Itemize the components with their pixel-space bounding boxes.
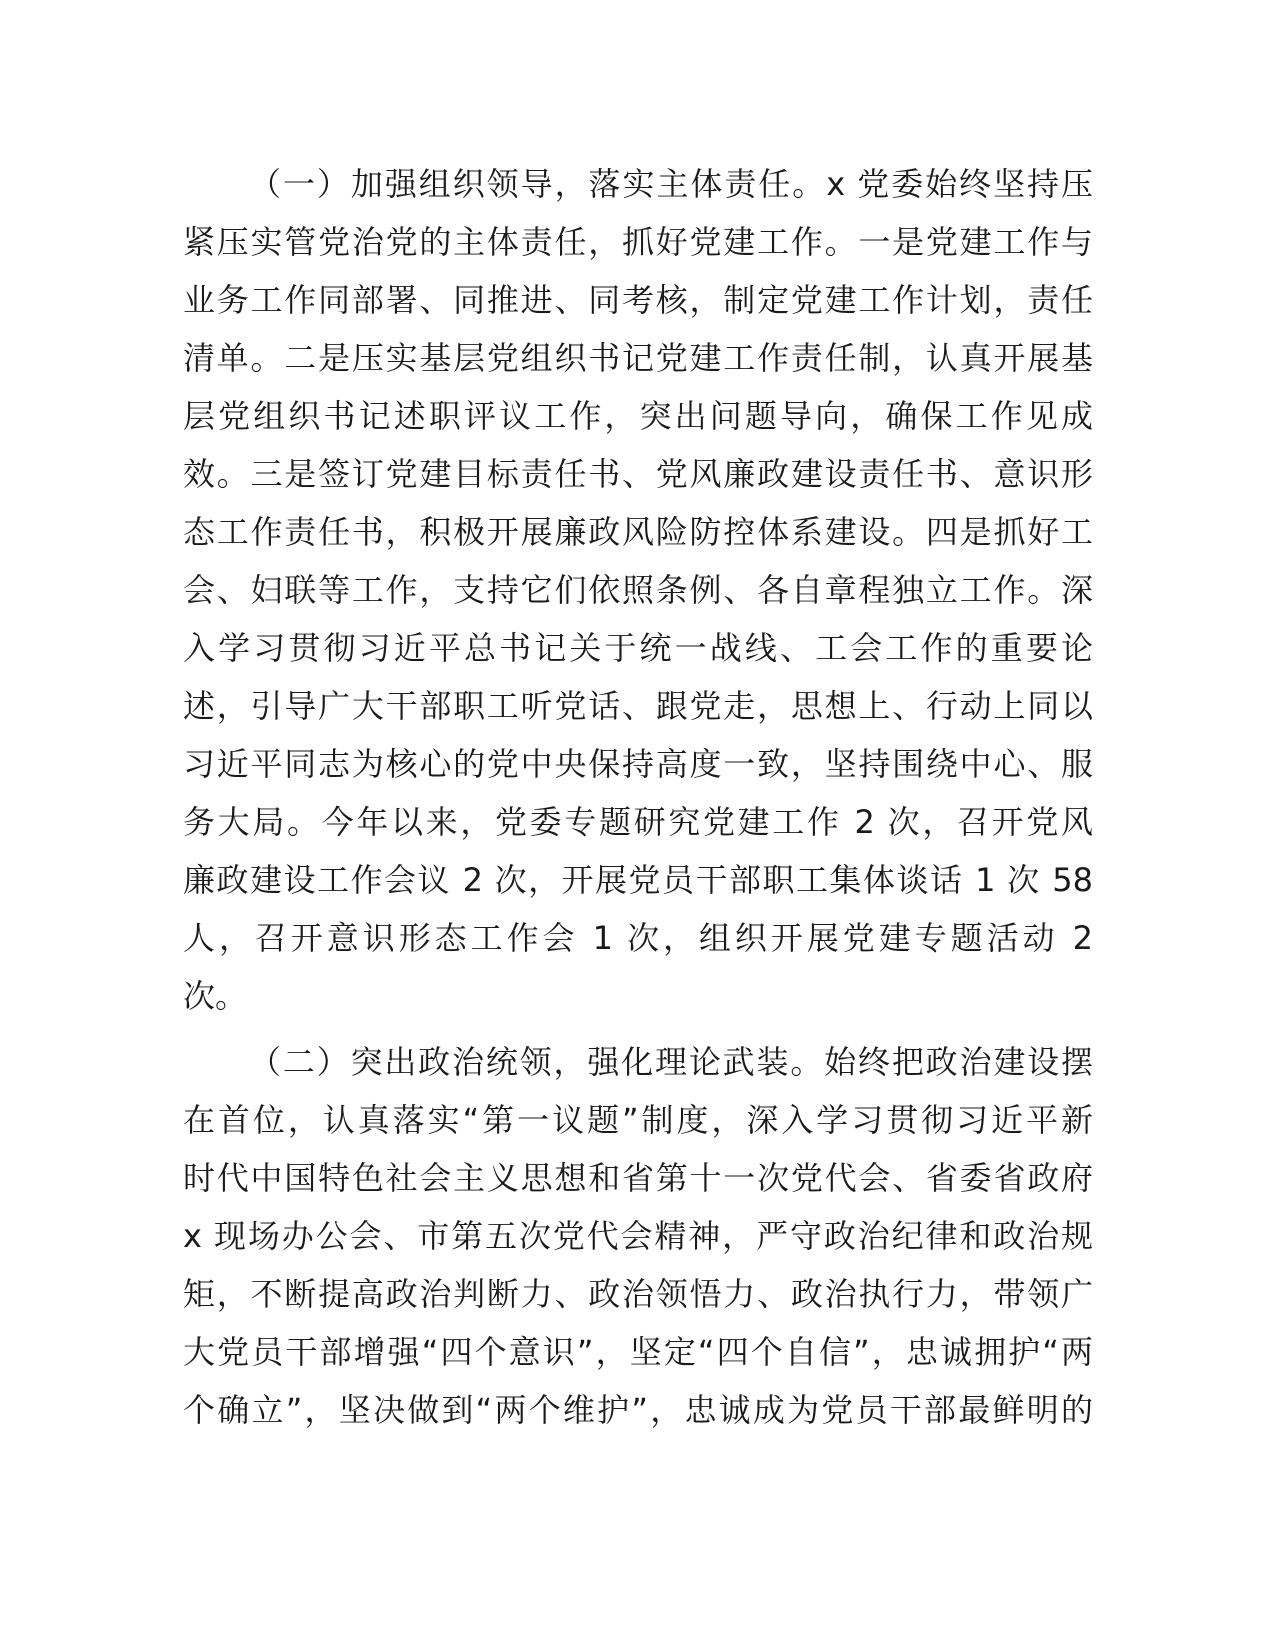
paragraph-line: （一）加强组织领导，落实主体责任。x 党委始终坚持压 (249, 165, 1093, 203)
paragraph-line: 态工作责任书，积极开展廉政风险防控体系建设。四是抓好工 (183, 513, 1093, 551)
paragraph-2 (183, 1033, 1093, 1439)
paragraph-line: 个确立”，坚决做到“两个维护”，忠诚成为党员干部最鲜明的 (183, 1391, 1093, 1429)
paragraph-line: 廉政建设工作会议 2 次，开展党员干部职工集体谈话 1 次 58 (183, 861, 1093, 899)
paragraph-line: 清单。二是压实基层党组织书记党建工作责任制，认真开展基 (183, 339, 1093, 377)
paragraph-line: 述，引导广大干部职工听党话、跟党走，思想上、行动上同以 (183, 687, 1093, 725)
paragraph-line: 紧压实管党治党的主体责任，抓好党建工作。一是党建工作与 (183, 223, 1093, 261)
paragraph-line: 矩，不断提高政治判断力、政治领悟力、政治执行力，带领广 (183, 1275, 1093, 1313)
paragraph-line: 层党组织书记述职评议工作，突出问题导向，确保工作见成 (183, 397, 1093, 435)
paragraph-line: 在首位，认真落实“第一议题”制度，深入学习贯彻习近平新 (183, 1101, 1093, 1139)
paragraph-line: 效。三是签订党建目标责任书、党风廉政建设责任书、意识形 (183, 455, 1093, 493)
paragraph-line: 会、妇联等工作，支持它们依照条例、各自章程独立工作。深 (183, 571, 1093, 609)
paragraph-line: x 现场办公会、市第五次党代会精神，严守政治纪律和政治规 (183, 1217, 1093, 1255)
paragraph-1 (183, 155, 1093, 1025)
paragraph-line: 业务工作同部署、同推进、同考核，制定党建工作计划，责任 (183, 281, 1093, 319)
paragraph-line: 时代中国特色社会主义思想和省第十一次党代会、省委省政府 (183, 1159, 1093, 1197)
paragraph-line: 务大局。今年以来，党委专题研究党建工作 2 次，召开党风 (183, 803, 1093, 841)
paragraph-line: 习近平同志为核心的党中央保持高度一致，坚持围绕中心、服 (183, 745, 1093, 783)
paragraph-line: （二）突出政治统领，强化理论武装。始终把政治建设摆 (249, 1043, 1093, 1081)
paragraph-line: 次。 (183, 977, 248, 1015)
paragraph-line: 入学习贯彻习近平总书记关于统一战线、工会工作的重要论 (183, 629, 1093, 667)
paragraph-line: 大党员干部增强“四个意识”，坚定“四个自信”，忠诚拥护“两 (183, 1333, 1093, 1371)
paragraph-line: 人，召开意识形态工作会 1 次，组织开展党建专题活动 2 (183, 919, 1093, 957)
